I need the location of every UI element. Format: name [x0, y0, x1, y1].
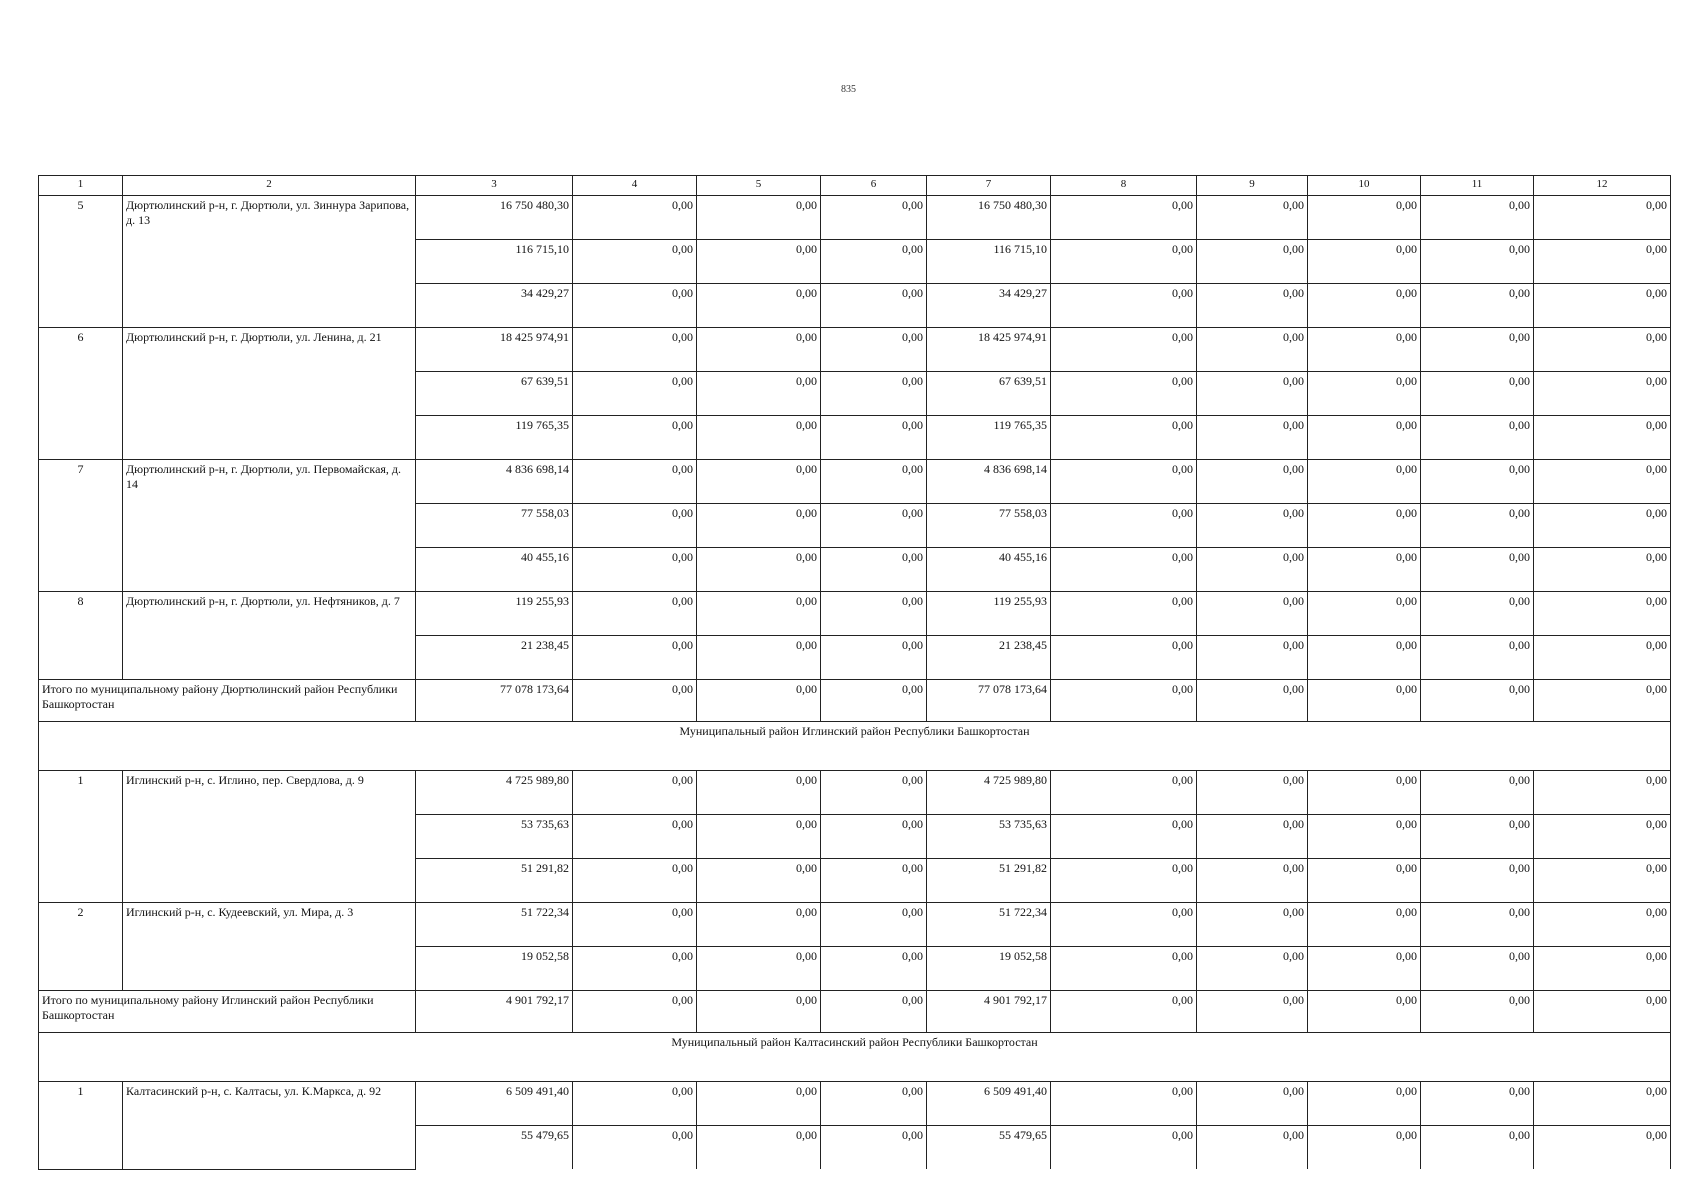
section-title: Муниципальный район Калтасинский район Республики Башкортостан	[39, 1033, 1671, 1082]
amount-cell: 0,00	[573, 815, 697, 859]
amount-cell: 0,00	[821, 284, 927, 328]
amount-cell: 67 639,51	[927, 372, 1051, 416]
amount-cell: 0,00	[1308, 372, 1421, 416]
amount-cell: 116 715,10	[927, 240, 1051, 284]
amount-cell: 0,00	[821, 504, 927, 548]
amount-cell: 0,00	[1421, 548, 1534, 592]
amount-cell: 0,00	[1197, 815, 1308, 859]
amount-cell: 0,00	[573, 416, 697, 460]
item-address: Дюртюлинский р-н, г. Дюртюли, ул. Первомайская, д. 14	[123, 460, 416, 592]
total-amount-cell: 0,00	[573, 991, 697, 1033]
amount-cell: 0,00	[1051, 240, 1197, 284]
amount-cell: 0,00	[1051, 548, 1197, 592]
amount-cell: 4 725 989,80	[927, 771, 1051, 815]
amount-cell: 0,00	[1308, 416, 1421, 460]
amount-cell: 0,00	[1308, 284, 1421, 328]
amount-cell: 0,00	[1308, 1082, 1421, 1126]
amount-cell: 0,00	[1197, 372, 1308, 416]
amount-cell: 0,00	[821, 1082, 927, 1126]
amount-cell: 0,00	[573, 636, 697, 680]
item-address: Дюртюлинский р-н, г. Дюртюли, ул. Зиннура Зарипова, д. 13	[123, 196, 416, 328]
amount-cell: 4 725 989,80	[416, 771, 573, 815]
amount-cell: 0,00	[697, 196, 821, 240]
column-header: 9	[1197, 176, 1308, 196]
total-amount-cell: 4 901 792,17	[416, 991, 573, 1033]
amount-cell: 0,00	[1051, 859, 1197, 903]
amount-cell: 0,00	[1308, 592, 1421, 636]
amount-cell: 0,00	[1534, 504, 1671, 548]
item-address: Дюртюлинский р-н, г. Дюртюли, ул. Нефтяников, д. 7	[123, 592, 416, 680]
amount-cell: 0,00	[697, 592, 821, 636]
amount-cell: 0,00	[1051, 1082, 1197, 1126]
amount-cell: 0,00	[1197, 196, 1308, 240]
amount-cell: 0,00	[1197, 771, 1308, 815]
amount-cell: 0,00	[573, 548, 697, 592]
amount-cell: 0,00	[1534, 240, 1671, 284]
amount-cell: 0,00	[1197, 460, 1308, 504]
amount-cell: 0,00	[1308, 815, 1421, 859]
amount-cell: 0,00	[1308, 636, 1421, 680]
amount-cell: 0,00	[1421, 284, 1534, 328]
amount-cell: 6 509 491,40	[416, 1082, 573, 1126]
section-header-row	[39, 722, 1671, 771]
amount-cell: 40 455,16	[927, 548, 1051, 592]
amount-cell: 0,00	[821, 372, 927, 416]
amount-cell: 21 238,45	[927, 636, 1051, 680]
amount-cell: 0,00	[821, 548, 927, 592]
amount-cell: 4 836 698,14	[927, 460, 1051, 504]
amount-cell: 0,00	[1534, 636, 1671, 680]
table-row	[39, 903, 1671, 947]
amount-cell: 51 722,34	[927, 903, 1051, 947]
amount-cell: 0,00	[1308, 771, 1421, 815]
item-address: Калтасинский р-н, с. Калтасы, ул. К.Маркса, д. 92	[123, 1082, 416, 1170]
amount-cell: 0,00	[697, 240, 821, 284]
amount-cell: 119 255,93	[416, 592, 573, 636]
amount-cell: 0,00	[1197, 284, 1308, 328]
table-body	[39, 176, 1671, 1170]
total-label: Итого по муниципальному району Иглинский район Республики Башкортостан	[39, 991, 416, 1033]
amount-cell: 0,00	[821, 903, 927, 947]
amount-cell: 0,00	[1197, 504, 1308, 548]
amount-cell: 0,00	[821, 416, 927, 460]
amount-cell: 0,00	[1197, 636, 1308, 680]
total-amount-cell: 0,00	[1421, 991, 1534, 1033]
item-address: Иглинский р-н, с. Кудеевский, ул. Мира, д. 3	[123, 903, 416, 991]
total-amount-cell: 0,00	[1421, 680, 1534, 722]
amount-cell: 0,00	[1534, 196, 1671, 240]
amount-cell: 0,00	[1197, 416, 1308, 460]
total-amount-cell: 0,00	[1197, 991, 1308, 1033]
amount-cell: 0,00	[821, 592, 927, 636]
amount-cell: 0,00	[1534, 1082, 1671, 1126]
amount-cell: 19 052,58	[927, 947, 1051, 991]
amount-cell: 18 425 974,91	[416, 328, 573, 372]
amount-cell: 67 639,51	[416, 372, 573, 416]
amount-cell: 0,00	[1421, 504, 1534, 548]
amount-cell: 18 425 974,91	[927, 328, 1051, 372]
amount-cell: 34 429,27	[416, 284, 573, 328]
amount-cell: 0,00	[573, 240, 697, 284]
total-amount-cell: 0,00	[821, 680, 927, 722]
amount-cell: 0,00	[697, 1082, 821, 1126]
amount-cell: 0,00	[573, 196, 697, 240]
amount-cell: 0,00	[1308, 903, 1421, 947]
amount-cell: 0,00	[1421, 903, 1534, 947]
total-row	[39, 991, 1671, 1033]
amount-cell: 0,00	[821, 947, 927, 991]
amount-cell: 0,00	[1534, 859, 1671, 903]
total-amount-cell: 0,00	[573, 680, 697, 722]
amount-cell: 0,00	[821, 196, 927, 240]
amount-cell: 0,00	[1308, 240, 1421, 284]
item-number: 5	[39, 196, 123, 328]
amount-cell: 0,00	[697, 548, 821, 592]
total-amount-cell: 0,00	[1051, 680, 1197, 722]
amount-cell: 0,00	[1534, 284, 1671, 328]
amount-cell: 116 715,10	[416, 240, 573, 284]
amount-cell: 21 238,45	[416, 636, 573, 680]
amount-cell: 0,00	[1051, 1126, 1197, 1170]
amount-cell: 0,00	[821, 815, 927, 859]
amount-cell: 0,00	[1421, 636, 1534, 680]
amount-cell: 0,00	[1197, 328, 1308, 372]
section-header-row	[39, 1033, 1671, 1082]
amount-cell: 0,00	[573, 328, 697, 372]
amount-cell: 0,00	[1308, 859, 1421, 903]
amount-cell: 0,00	[1051, 196, 1197, 240]
amount-cell: 119 765,35	[927, 416, 1051, 460]
column-header: 5	[697, 176, 821, 196]
table-row	[39, 771, 1671, 815]
amount-cell: 0,00	[573, 947, 697, 991]
amount-cell: 0,00	[1534, 460, 1671, 504]
amount-cell: 0,00	[573, 859, 697, 903]
amount-cell: 0,00	[1421, 372, 1534, 416]
amount-cell: 0,00	[1308, 504, 1421, 548]
amount-cell: 0,00	[697, 859, 821, 903]
amount-cell: 0,00	[1051, 947, 1197, 991]
amount-cell: 51 722,34	[416, 903, 573, 947]
amount-cell: 0,00	[1421, 460, 1534, 504]
amount-cell: 53 735,63	[927, 815, 1051, 859]
amount-cell: 16 750 480,30	[416, 196, 573, 240]
amount-cell: 0,00	[697, 504, 821, 548]
amount-cell: 0,00	[1534, 903, 1671, 947]
amount-cell: 51 291,82	[927, 859, 1051, 903]
section-title: Муниципальный район Иглинский район Республики Башкортостан	[39, 722, 1671, 771]
amount-cell: 0,00	[1308, 1126, 1421, 1170]
amount-cell: 0,00	[1534, 592, 1671, 636]
amount-cell: 0,00	[1534, 328, 1671, 372]
amount-cell: 6 509 491,40	[927, 1082, 1051, 1126]
amount-cell: 0,00	[821, 1126, 927, 1170]
amount-cell: 0,00	[1051, 284, 1197, 328]
column-header: 8	[1051, 176, 1197, 196]
amount-cell: 0,00	[821, 240, 927, 284]
amount-cell: 0,00	[697, 372, 821, 416]
amount-cell: 0,00	[1421, 328, 1534, 372]
amount-cell: 0,00	[573, 504, 697, 548]
budget-table	[38, 175, 1671, 1170]
amount-cell: 34 429,27	[927, 284, 1051, 328]
amount-cell: 0,00	[1308, 947, 1421, 991]
amount-cell: 0,00	[1421, 771, 1534, 815]
amount-cell: 0,00	[1421, 196, 1534, 240]
amount-cell: 4 836 698,14	[416, 460, 573, 504]
amount-cell: 0,00	[573, 1082, 697, 1126]
amount-cell: 0,00	[573, 903, 697, 947]
amount-cell: 0,00	[1197, 548, 1308, 592]
amount-cell: 0,00	[697, 416, 821, 460]
amount-cell: 16 750 480,30	[927, 196, 1051, 240]
item-number: 7	[39, 460, 123, 592]
amount-cell: 0,00	[1197, 1126, 1308, 1170]
amount-cell: 0,00	[1421, 1082, 1534, 1126]
amount-cell: 0,00	[1051, 460, 1197, 504]
amount-cell: 0,00	[1051, 328, 1197, 372]
item-number: 6	[39, 328, 123, 460]
total-amount-cell: 0,00	[1051, 991, 1197, 1033]
amount-cell: 0,00	[1421, 815, 1534, 859]
column-header-row	[39, 176, 1671, 196]
amount-cell: 0,00	[821, 460, 927, 504]
amount-cell: 0,00	[1534, 548, 1671, 592]
amount-cell: 0,00	[821, 328, 927, 372]
total-amount-cell: 0,00	[1308, 991, 1421, 1033]
amount-cell: 55 479,65	[927, 1126, 1051, 1170]
amount-cell: 0,00	[1308, 548, 1421, 592]
total-amount-cell: 0,00	[821, 991, 927, 1033]
table-row	[39, 460, 1671, 504]
column-header: 11	[1421, 176, 1534, 196]
amount-cell: 0,00	[1534, 815, 1671, 859]
amount-cell: 0,00	[1197, 903, 1308, 947]
total-row	[39, 680, 1671, 722]
amount-cell: 0,00	[1421, 592, 1534, 636]
amount-cell: 0,00	[573, 372, 697, 416]
amount-cell: 0,00	[573, 592, 697, 636]
column-header: 10	[1308, 176, 1421, 196]
amount-cell: 0,00	[697, 636, 821, 680]
amount-cell: 0,00	[1051, 504, 1197, 548]
amount-cell: 0,00	[697, 1126, 821, 1170]
amount-cell: 51 291,82	[416, 859, 573, 903]
amount-cell: 0,00	[697, 815, 821, 859]
amount-cell: 0,00	[1197, 592, 1308, 636]
table-row	[39, 328, 1671, 372]
table-row	[39, 1082, 1671, 1126]
amount-cell: 0,00	[1051, 416, 1197, 460]
amount-cell: 0,00	[1051, 903, 1197, 947]
amount-cell: 0,00	[573, 1126, 697, 1170]
total-amount-cell: 0,00	[1308, 680, 1421, 722]
amount-cell: 0,00	[1534, 947, 1671, 991]
total-amount-cell: 4 901 792,17	[927, 991, 1051, 1033]
amount-cell: 0,00	[1534, 1126, 1671, 1170]
item-number: 1	[39, 1082, 123, 1170]
amount-cell: 0,00	[1051, 815, 1197, 859]
amount-cell: 0,00	[697, 284, 821, 328]
total-label: Итого по муниципальному району Дюртюлинский район Республики Башкортостан	[39, 680, 416, 722]
amount-cell: 55 479,65	[416, 1126, 573, 1170]
amount-cell: 0,00	[1421, 947, 1534, 991]
amount-cell: 0,00	[1051, 636, 1197, 680]
column-header: 2	[123, 176, 416, 196]
amount-cell: 0,00	[821, 771, 927, 815]
amount-cell: 0,00	[573, 460, 697, 504]
amount-cell: 0,00	[1421, 416, 1534, 460]
amount-cell: 0,00	[573, 284, 697, 328]
total-amount-cell: 0,00	[1534, 680, 1671, 722]
amount-cell: 119 765,35	[416, 416, 573, 460]
total-amount-cell: 0,00	[697, 991, 821, 1033]
amount-cell: 0,00	[1308, 460, 1421, 504]
amount-cell: 0,00	[1197, 240, 1308, 284]
table-row	[39, 196, 1671, 240]
amount-cell: 0,00	[697, 947, 821, 991]
amount-cell: 77 558,03	[927, 504, 1051, 548]
column-header: 1	[39, 176, 123, 196]
amount-cell: 0,00	[697, 328, 821, 372]
amount-cell: 0,00	[1534, 771, 1671, 815]
amount-cell: 0,00	[1197, 1082, 1308, 1126]
column-header: 4	[573, 176, 697, 196]
column-header: 6	[821, 176, 927, 196]
amount-cell: 0,00	[1051, 372, 1197, 416]
amount-cell: 0,00	[697, 771, 821, 815]
amount-cell: 53 735,63	[416, 815, 573, 859]
column-header: 3	[416, 176, 573, 196]
item-number: 8	[39, 592, 123, 680]
table-row	[39, 592, 1671, 636]
column-header: 12	[1534, 176, 1671, 196]
amount-cell: 19 052,58	[416, 947, 573, 991]
total-amount-cell: 0,00	[1197, 680, 1308, 722]
amount-cell: 0,00	[1308, 328, 1421, 372]
amount-cell: 77 558,03	[416, 504, 573, 548]
item-number: 2	[39, 903, 123, 991]
amount-cell: 0,00	[821, 636, 927, 680]
total-amount-cell: 0,00	[697, 680, 821, 722]
amount-cell: 0,00	[1534, 416, 1671, 460]
amount-cell: 119 255,93	[927, 592, 1051, 636]
amount-cell: 0,00	[573, 771, 697, 815]
amount-cell: 0,00	[1197, 947, 1308, 991]
item-address: Иглинский р-н, с. Иглино, пер. Свердлова, д. 9	[123, 771, 416, 903]
amount-cell: 0,00	[1421, 1126, 1534, 1170]
amount-cell: 0,00	[1421, 859, 1534, 903]
amount-cell: 0,00	[697, 460, 821, 504]
amount-cell: 0,00	[1197, 859, 1308, 903]
amount-cell: 40 455,16	[416, 548, 573, 592]
column-header: 7	[927, 176, 1051, 196]
total-amount-cell: 0,00	[1534, 991, 1671, 1033]
amount-cell: 0,00	[1051, 592, 1197, 636]
total-amount-cell: 77 078 173,64	[927, 680, 1051, 722]
amount-cell: 0,00	[1534, 372, 1671, 416]
item-address: Дюртюлинский р-н, г. Дюртюли, ул. Ленина, д. 21	[123, 328, 416, 460]
amount-cell: 0,00	[1421, 240, 1534, 284]
item-number: 1	[39, 771, 123, 903]
page-number: 835	[841, 84, 856, 95]
amount-cell: 0,00	[821, 859, 927, 903]
amount-cell: 0,00	[1308, 196, 1421, 240]
total-amount-cell: 77 078 173,64	[416, 680, 573, 722]
amount-cell: 0,00	[1051, 771, 1197, 815]
amount-cell: 0,00	[697, 903, 821, 947]
